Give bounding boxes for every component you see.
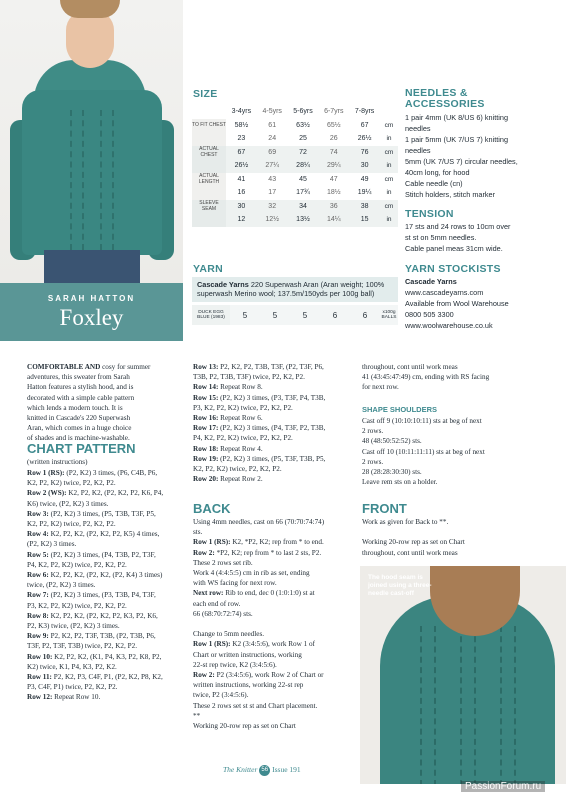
size-col-header: 3-4yrs bbox=[231, 108, 252, 116]
row-text: K2 (3:4:5:6), work Row 1 of bbox=[230, 640, 315, 649]
row-number: Row 17: bbox=[193, 424, 219, 433]
row-text: each end of row. bbox=[193, 599, 241, 608]
size-cell: 17¾ bbox=[296, 189, 310, 197]
size-cell: 29¼ bbox=[318, 159, 349, 173]
row-number: Row 2: bbox=[193, 548, 215, 557]
yarn-quantity: 5 bbox=[290, 305, 320, 325]
size-cell: 36 bbox=[318, 200, 349, 214]
size-cell: 76 bbox=[349, 146, 380, 160]
size-row bbox=[192, 146, 398, 160]
size-row bbox=[192, 200, 398, 214]
size-cell: 41 bbox=[237, 175, 246, 183]
yarn-description bbox=[192, 277, 398, 302]
instruction-line: 48 (48:50:52:52) sts. bbox=[362, 437, 422, 446]
instruction-line bbox=[193, 711, 358, 721]
row-text: K2, P2, K2) twice, P2, K2, P2. bbox=[193, 465, 282, 474]
instruction-line bbox=[362, 527, 542, 537]
photo-cable bbox=[70, 110, 84, 250]
instruction-line bbox=[193, 558, 358, 568]
size-cell: 26 bbox=[329, 135, 338, 143]
instruction-line: throughout, cont until work meas bbox=[362, 548, 458, 557]
row-text: P2, K2, P3, C4F, P1, (P2, K2, P8, K2, bbox=[51, 673, 163, 682]
row-text: K2, P2, K2, (K1, P4, K3, P2, K8, P2, bbox=[52, 652, 162, 661]
instruction-line bbox=[193, 609, 358, 619]
instruction-line bbox=[27, 641, 189, 651]
row-text: Work 4 (4:4:5:5) cm in rib as set, ending bbox=[193, 569, 310, 578]
row-text: with WS facing for next row. bbox=[193, 579, 277, 588]
stockist-line: www.cascadeyarns.com bbox=[405, 288, 484, 297]
size-unit: cm bbox=[380, 146, 398, 160]
chart-pattern-heading: CHART PATTERN bbox=[27, 441, 136, 456]
needles-line: 40cm long, for hood bbox=[405, 168, 470, 177]
size-cell: 15 bbox=[349, 213, 380, 227]
row-text: P4, K2, P2, K2) twice, P2, K2, P2. bbox=[193, 434, 293, 443]
size-cell: 16 bbox=[237, 189, 246, 197]
row-text: Repeat Row 4. bbox=[218, 444, 263, 453]
size-cell: 18½ bbox=[326, 189, 341, 197]
row-text: P2, K2, P2, T3F, T3B, (P2, T3B, P6, bbox=[48, 632, 156, 641]
instruction-line bbox=[193, 464, 358, 474]
stockist-line: 0800 505 3300 bbox=[405, 310, 454, 319]
instruction-line: 2 rows. bbox=[362, 457, 384, 466]
chart-pattern-rows bbox=[27, 468, 189, 703]
instruction-line bbox=[193, 537, 358, 547]
title-banner bbox=[0, 283, 183, 341]
row-text: K6) twice, (P2, K2) 3 times. bbox=[27, 499, 109, 508]
needles-line: Stitch holders, stitch marker bbox=[405, 190, 496, 199]
instruction-line: 41 (43:45:47:49) cm, ending with RS facing bbox=[362, 373, 490, 382]
row-text: written instructions, working 22-st rep bbox=[193, 681, 304, 690]
size-cell: 17 bbox=[268, 189, 277, 197]
size-unit: in bbox=[386, 135, 392, 143]
row-number: Row 18: bbox=[193, 444, 219, 453]
size-cell: 13½ bbox=[288, 213, 319, 227]
row-text: *P2, K2; rep from * to last 2 sts, P2. bbox=[214, 548, 322, 557]
instruction-line bbox=[27, 539, 189, 549]
needles-line: Cable needle (cn) bbox=[405, 179, 463, 188]
chart-pattern-subtitle: (written instructions) bbox=[27, 458, 88, 466]
shape-shoulders-heading: SHAPE SHOULDERS bbox=[362, 405, 438, 414]
tension-line: Cable panel meas 31cm wide. bbox=[405, 244, 503, 253]
row-text: K2, P2, K2, (P2, K2, P2, K6, P4, bbox=[66, 489, 164, 498]
row-text: Repeat Row 6. bbox=[218, 414, 263, 423]
chart-pattern-rows-continued bbox=[193, 362, 358, 484]
size-cell: 26½ bbox=[357, 135, 372, 143]
row-number: Row 16: bbox=[193, 414, 219, 423]
instruction-line bbox=[27, 488, 189, 498]
row-text: T3B, P2, T3B, T3F) twice, P2, K2, P2. bbox=[193, 373, 305, 382]
row-number: Row 19: bbox=[193, 454, 219, 463]
row-text: P3, C4F, P1) twice, P2, K2, P2. bbox=[27, 683, 118, 692]
instruction-line bbox=[193, 517, 358, 527]
row-text: Working 20-row rep as set on Chart bbox=[193, 722, 296, 731]
back-heading: BACK bbox=[193, 501, 231, 516]
row-number: Next row: bbox=[193, 589, 224, 598]
size-cell: 23 bbox=[237, 135, 246, 143]
photo-jeans bbox=[44, 250, 140, 283]
instruction-line bbox=[27, 550, 189, 560]
needles-line: 1 pair 4mm (UK 8/US 6) knitting bbox=[405, 113, 509, 122]
size-table bbox=[192, 105, 398, 227]
front-heading: FRONT bbox=[362, 501, 407, 516]
instruction-line bbox=[27, 692, 189, 702]
size-row bbox=[192, 119, 398, 133]
row-number: Row 11: bbox=[27, 673, 52, 682]
yarn-shade: DUCK EGG BLUE (1983) bbox=[192, 305, 230, 325]
row-text: These 2 rows set rib. bbox=[193, 558, 253, 567]
needles-list bbox=[405, 112, 565, 200]
instruction-line bbox=[27, 631, 189, 641]
instruction-line bbox=[27, 509, 189, 519]
row-text: (P2, K2) 3 times, (P4, T3B, P2, T3F, bbox=[48, 550, 156, 559]
instruction-line bbox=[193, 690, 358, 700]
stockist-line: Available from Wool Warehouse bbox=[405, 299, 509, 308]
size-unit: cm bbox=[380, 200, 398, 214]
row-text: P2, K3) twice, (P2, K2) 3 times. bbox=[27, 622, 120, 631]
row-text: K2, P2, K2, (P2, K2, P2, K3, P2, K6, bbox=[48, 611, 158, 620]
instruction-line bbox=[27, 468, 189, 478]
instruction-line bbox=[193, 372, 358, 382]
size-cell: 38 bbox=[349, 200, 380, 214]
row-number: Row 5: bbox=[27, 550, 49, 559]
needles-line: 1 pair 5mm (UK 7/US 7) knitting bbox=[405, 135, 509, 144]
row-number: Row 12: bbox=[27, 693, 53, 702]
photo-cable bbox=[500, 626, 516, 784]
row-number: Row 20: bbox=[193, 475, 219, 484]
yarn-heading: YARN bbox=[193, 263, 223, 275]
size-cell: 28¼ bbox=[288, 159, 319, 173]
instruction-line bbox=[193, 670, 358, 680]
instruction-line bbox=[193, 433, 358, 443]
size-cell: 14¼ bbox=[318, 213, 349, 227]
row-text: (P2, K2) 3 times. bbox=[27, 540, 77, 549]
instruction-line bbox=[27, 611, 189, 621]
instruction-line bbox=[193, 660, 358, 670]
size-cell: 43 bbox=[268, 175, 277, 183]
row-number: Row 1 (RS): bbox=[193, 640, 231, 649]
instruction-line bbox=[193, 527, 358, 537]
photo-face bbox=[66, 10, 114, 68]
size-row bbox=[192, 213, 398, 227]
back-instructions-continued bbox=[362, 362, 542, 393]
row-text: Repeat Row 8. bbox=[218, 383, 263, 392]
size-cell: 32 bbox=[257, 200, 288, 214]
instruction-line bbox=[193, 403, 358, 413]
designer-name: SARAH HATTON bbox=[47, 294, 136, 303]
instruction-line bbox=[193, 362, 358, 372]
instruction-line bbox=[27, 621, 189, 631]
row-text: K2, *P2, K2; rep from * to end. bbox=[230, 538, 324, 547]
instruction-line bbox=[27, 560, 189, 570]
photo-cable bbox=[100, 110, 114, 250]
instruction-line bbox=[193, 701, 358, 711]
row-text: These 2 rows set st st and Chart placement. bbox=[193, 701, 318, 710]
yarn-quantity: 5 bbox=[230, 305, 260, 325]
size-row bbox=[192, 159, 398, 173]
instruction-line bbox=[193, 578, 358, 588]
row-text: P2 (3:4:5:6), work Row 2 of Chart or bbox=[214, 671, 324, 680]
size-row bbox=[192, 173, 398, 187]
instruction-line bbox=[27, 672, 189, 682]
size-unit: in bbox=[380, 213, 398, 227]
size-cell: 12 bbox=[226, 213, 257, 227]
size-cell: 74 bbox=[318, 146, 349, 160]
photo-cable bbox=[460, 626, 476, 784]
instruction-line bbox=[193, 650, 358, 660]
row-text: (P2, K2) 3 times, (P4, T3F, P2, T3B, bbox=[218, 424, 326, 433]
size-unit: cm bbox=[384, 175, 394, 183]
page-number: 56 bbox=[259, 765, 270, 776]
size-cell: 49 bbox=[360, 175, 369, 183]
row-text: P4, K2, P2, K2) twice, P2, K2, P2. bbox=[27, 560, 127, 569]
size-row-label bbox=[192, 159, 226, 173]
yarn-brand: Cascade Yarns bbox=[197, 280, 249, 289]
row-number: Row 10: bbox=[27, 652, 53, 661]
row-number: Row 14: bbox=[193, 383, 219, 392]
size-unit: in bbox=[380, 159, 398, 173]
needles-line: needles bbox=[405, 124, 431, 133]
row-text: (P2, K2) 3 times, (P6, C4B, P6, bbox=[64, 469, 158, 477]
size-col-header: 7-8yrs bbox=[354, 108, 375, 116]
row-text: ** bbox=[193, 711, 201, 720]
row-number: Row 2: bbox=[193, 671, 215, 680]
row-text: K2, P2, K2, (P2, K2, (P2, K4) 3 times) bbox=[48, 571, 163, 580]
yarn-quantity: 5 bbox=[260, 305, 290, 325]
instruction-line: Cast off 9 (10:10:10:11) sts at beg of next bbox=[362, 417, 482, 425]
magazine-name: The Knitter bbox=[223, 765, 258, 775]
size-cell: 63½ bbox=[296, 121, 310, 129]
size-row-label: SLEEVE SEAM bbox=[192, 200, 226, 214]
size-row-label bbox=[192, 186, 226, 200]
instruction-line bbox=[193, 454, 358, 464]
instruction-line bbox=[193, 423, 358, 433]
size-row-label bbox=[192, 132, 226, 146]
row-text: T3F, P2, T3F, T3B) twice, P2, K2, P2. bbox=[27, 642, 137, 651]
row-text: twice, P2 (3:4:5:6). bbox=[193, 691, 249, 700]
size-row-label: TO FIT CHEST bbox=[192, 119, 226, 133]
size-unit: in bbox=[386, 189, 392, 197]
instruction-line: throughout, cont until work meas bbox=[362, 363, 458, 371]
instruction-line: Working 20-row rep as set on Chart bbox=[362, 538, 465, 547]
row-text: Rib to end, dec 0 (1:0:1:0) st at bbox=[223, 589, 315, 598]
instruction-line bbox=[193, 444, 358, 454]
tension-list bbox=[405, 221, 565, 254]
instruction-line bbox=[27, 590, 189, 600]
row-number: Row 8: bbox=[27, 611, 49, 620]
needles-heading: NEEDLES & ACCESSORIES bbox=[405, 87, 485, 110]
tension-line: st st on 5mm needles. bbox=[405, 233, 477, 242]
row-number: Row 7: bbox=[27, 591, 49, 600]
size-row bbox=[192, 132, 398, 146]
stockist-line: www.woolwarehouse.co.uk bbox=[405, 321, 493, 330]
size-row bbox=[192, 186, 398, 200]
stockists-heading: YARN STOCKISTS bbox=[405, 263, 501, 275]
row-number: Row 13: bbox=[193, 363, 219, 371]
row-number: Row 6: bbox=[27, 571, 49, 580]
instruction-line: Work as given for Back to **. bbox=[362, 518, 449, 526]
size-cell: 26½ bbox=[226, 159, 257, 173]
instruction-line bbox=[27, 652, 189, 662]
size-cell: 30 bbox=[349, 159, 380, 173]
row-number: Row 2 (WS): bbox=[27, 489, 67, 498]
instruction-line bbox=[193, 413, 358, 423]
instruction-line bbox=[193, 393, 358, 403]
row-text: Repeat Row 2. bbox=[218, 475, 263, 484]
row-text: twice, (P2, K2) 3 times. bbox=[27, 581, 96, 590]
size-row-label bbox=[192, 213, 226, 227]
photo-caption: The hood seam is joined using a three-needle cast-off bbox=[368, 574, 432, 597]
row-text: K2, P2, K2, (P2, K2, P2, K5) 4 times, bbox=[48, 530, 160, 539]
size-cell: 67 bbox=[360, 121, 369, 129]
size-col-header: 4-5yrs bbox=[262, 108, 282, 116]
instruction-line bbox=[27, 519, 189, 529]
size-cell: 67 bbox=[226, 146, 257, 160]
page-footer bbox=[223, 765, 301, 776]
row-text: 22-st rep twice, K2 (3:4:5:6). bbox=[193, 660, 277, 669]
stockists-block bbox=[405, 276, 565, 331]
row-text: (P2, K2) 3 times, (P5, T3B, T3F, P5, bbox=[48, 509, 156, 518]
instruction-line: for next row. bbox=[362, 383, 399, 392]
size-cell: 12½ bbox=[257, 213, 288, 227]
size-unit: cm bbox=[384, 121, 394, 129]
size-cell: 25 bbox=[299, 135, 307, 143]
instruction-line bbox=[193, 599, 358, 609]
instruction-line bbox=[193, 680, 358, 690]
size-cell: 69 bbox=[257, 146, 288, 160]
size-cell: 24 bbox=[268, 135, 277, 143]
yarn-details: 220 Superwash Aran (Aran weight; 100% superwash Merino wool; 137.5m/150yds per 100g ball) bbox=[197, 280, 385, 298]
row-text: Chart or written instructions, working bbox=[193, 650, 302, 659]
size-cell: 65½ bbox=[326, 121, 341, 129]
row-text: (P2, K2) 3 times, (P3, T3B, P4, T3F, bbox=[48, 591, 156, 600]
photo-hair bbox=[60, 0, 120, 18]
instruction-line bbox=[27, 499, 189, 509]
photo-sweater bbox=[22, 90, 162, 255]
size-col-header: 5-6yrs bbox=[293, 108, 313, 116]
needles-line: needles bbox=[405, 146, 431, 155]
row-text: K2, P2, K2) twice, P2, K2, P2. bbox=[27, 520, 116, 529]
needles-line: 5mm (UK 7/US 7) circular needles, bbox=[405, 157, 518, 166]
yarn-unit: x100g BALLS bbox=[380, 305, 398, 325]
row-number: Row 3: bbox=[27, 509, 49, 518]
instruction-line bbox=[193, 474, 358, 484]
size-cell: 61 bbox=[268, 121, 277, 129]
instruction-line: Leave rem sts on a holder. bbox=[362, 478, 438, 487]
stockist-name: Cascade Yarns bbox=[405, 277, 457, 286]
photo-cable bbox=[420, 626, 436, 784]
issue-number: Issue 191 bbox=[272, 765, 301, 775]
row-number: Row 1 (RS): bbox=[27, 469, 65, 477]
intro-lead: COMFORTABLE AND bbox=[27, 363, 101, 371]
row-number: Row 4: bbox=[27, 530, 49, 539]
size-col-header: 6-7yrs bbox=[324, 108, 344, 116]
row-number: Row 1 (RS): bbox=[193, 538, 231, 547]
instruction-line bbox=[193, 568, 358, 578]
row-text: sts. bbox=[193, 528, 203, 537]
instruction-line bbox=[27, 601, 189, 611]
size-row-label: ACTUAL CHEST bbox=[192, 146, 226, 160]
design-title: Foxley bbox=[59, 305, 124, 330]
back-instructions bbox=[193, 517, 358, 731]
yarn-quantity: 6 bbox=[320, 305, 350, 325]
row-text: Using 4mm needles, cast on 66 (70:70:74:74) bbox=[193, 518, 325, 526]
row-text: (P2, K2) 3 times, (P3, T3F, P4, T3B, bbox=[218, 393, 326, 402]
shape-shoulders-instructions bbox=[362, 416, 542, 487]
size-cell: 58½ bbox=[234, 121, 249, 129]
row-text: Change to 5mm needles. bbox=[193, 630, 265, 639]
size-cell: 30 bbox=[226, 200, 257, 214]
instruction-line bbox=[27, 529, 189, 539]
size-cell: 72 bbox=[288, 146, 319, 160]
instruction-line bbox=[193, 382, 358, 392]
hero-photo bbox=[0, 0, 183, 283]
size-row-label: ACTUAL LENGTH bbox=[192, 173, 226, 187]
row-text: P2, K2, P2, T3B, T3F, (P2, T3F, P6, bbox=[218, 363, 324, 371]
row-number: Row 15: bbox=[193, 393, 219, 402]
watermark: PassionForum.ru bbox=[461, 781, 545, 792]
instruction-line: Cast off 10 (10:11:11:11) sts at beg of next bbox=[362, 447, 485, 456]
size-cell: 45 bbox=[299, 175, 307, 183]
intro-paragraph: COMFORTABLE AND cosy for summer adventures, this sweater from Sarah Hatton features a stylish hood, and is decorated with a simple cable pattern which lends a modern touch. It is knitted in Cascade's 220 Superwash Aran, which comes in a huge choice of shades and is machine-washable. bbox=[27, 363, 151, 443]
instruction-line bbox=[27, 662, 189, 672]
yarn-quantity: 6 bbox=[350, 305, 380, 325]
yarn-quantity-table bbox=[192, 305, 398, 325]
instruction-line bbox=[27, 570, 189, 580]
instruction-line bbox=[193, 619, 358, 629]
tension-line: 17 sts and 24 rows to 10cm over bbox=[405, 222, 511, 231]
row-text: (P2, K2) 3 times, (P5, T3F, T3B, P5, bbox=[218, 454, 326, 463]
instruction-line bbox=[27, 580, 189, 590]
row-text: 66 (68:70:72:74) sts. bbox=[193, 609, 253, 618]
row-text: K2) twice, K1, P4, K3, P2, K2. bbox=[27, 662, 117, 671]
instruction-line bbox=[193, 629, 358, 639]
size-cell: 27¼ bbox=[257, 159, 288, 173]
instruction-line bbox=[193, 588, 358, 598]
row-text: K2, P2, K2) twice, P2, K2, P2. bbox=[27, 479, 116, 488]
size-cell: 34 bbox=[288, 200, 319, 214]
hood-detail-photo bbox=[360, 566, 566, 784]
tension-heading: TENSION bbox=[405, 208, 454, 220]
row-number: Row 9: bbox=[27, 632, 49, 641]
row-text: P3, K2, P2, K2) twice, P2, K2, P2. bbox=[193, 403, 293, 412]
instruction-line bbox=[193, 548, 358, 558]
instruction-line bbox=[27, 478, 189, 488]
size-cell: 47 bbox=[329, 175, 338, 183]
size-cell: 19¼ bbox=[357, 189, 372, 197]
instruction-line: 28 (28:28:30:30) sts. bbox=[362, 468, 422, 477]
instruction-line bbox=[27, 682, 189, 692]
instruction-line bbox=[193, 639, 358, 649]
row-text: P3, K2, P2, K2) twice, P2, K2, P2. bbox=[27, 601, 127, 610]
instruction-line bbox=[193, 721, 358, 731]
row-text: Repeat Row 10. bbox=[52, 693, 101, 702]
front-instructions bbox=[362, 517, 542, 558]
instruction-line: 2 rows. bbox=[362, 427, 384, 436]
size-heading: SIZE bbox=[193, 88, 218, 100]
